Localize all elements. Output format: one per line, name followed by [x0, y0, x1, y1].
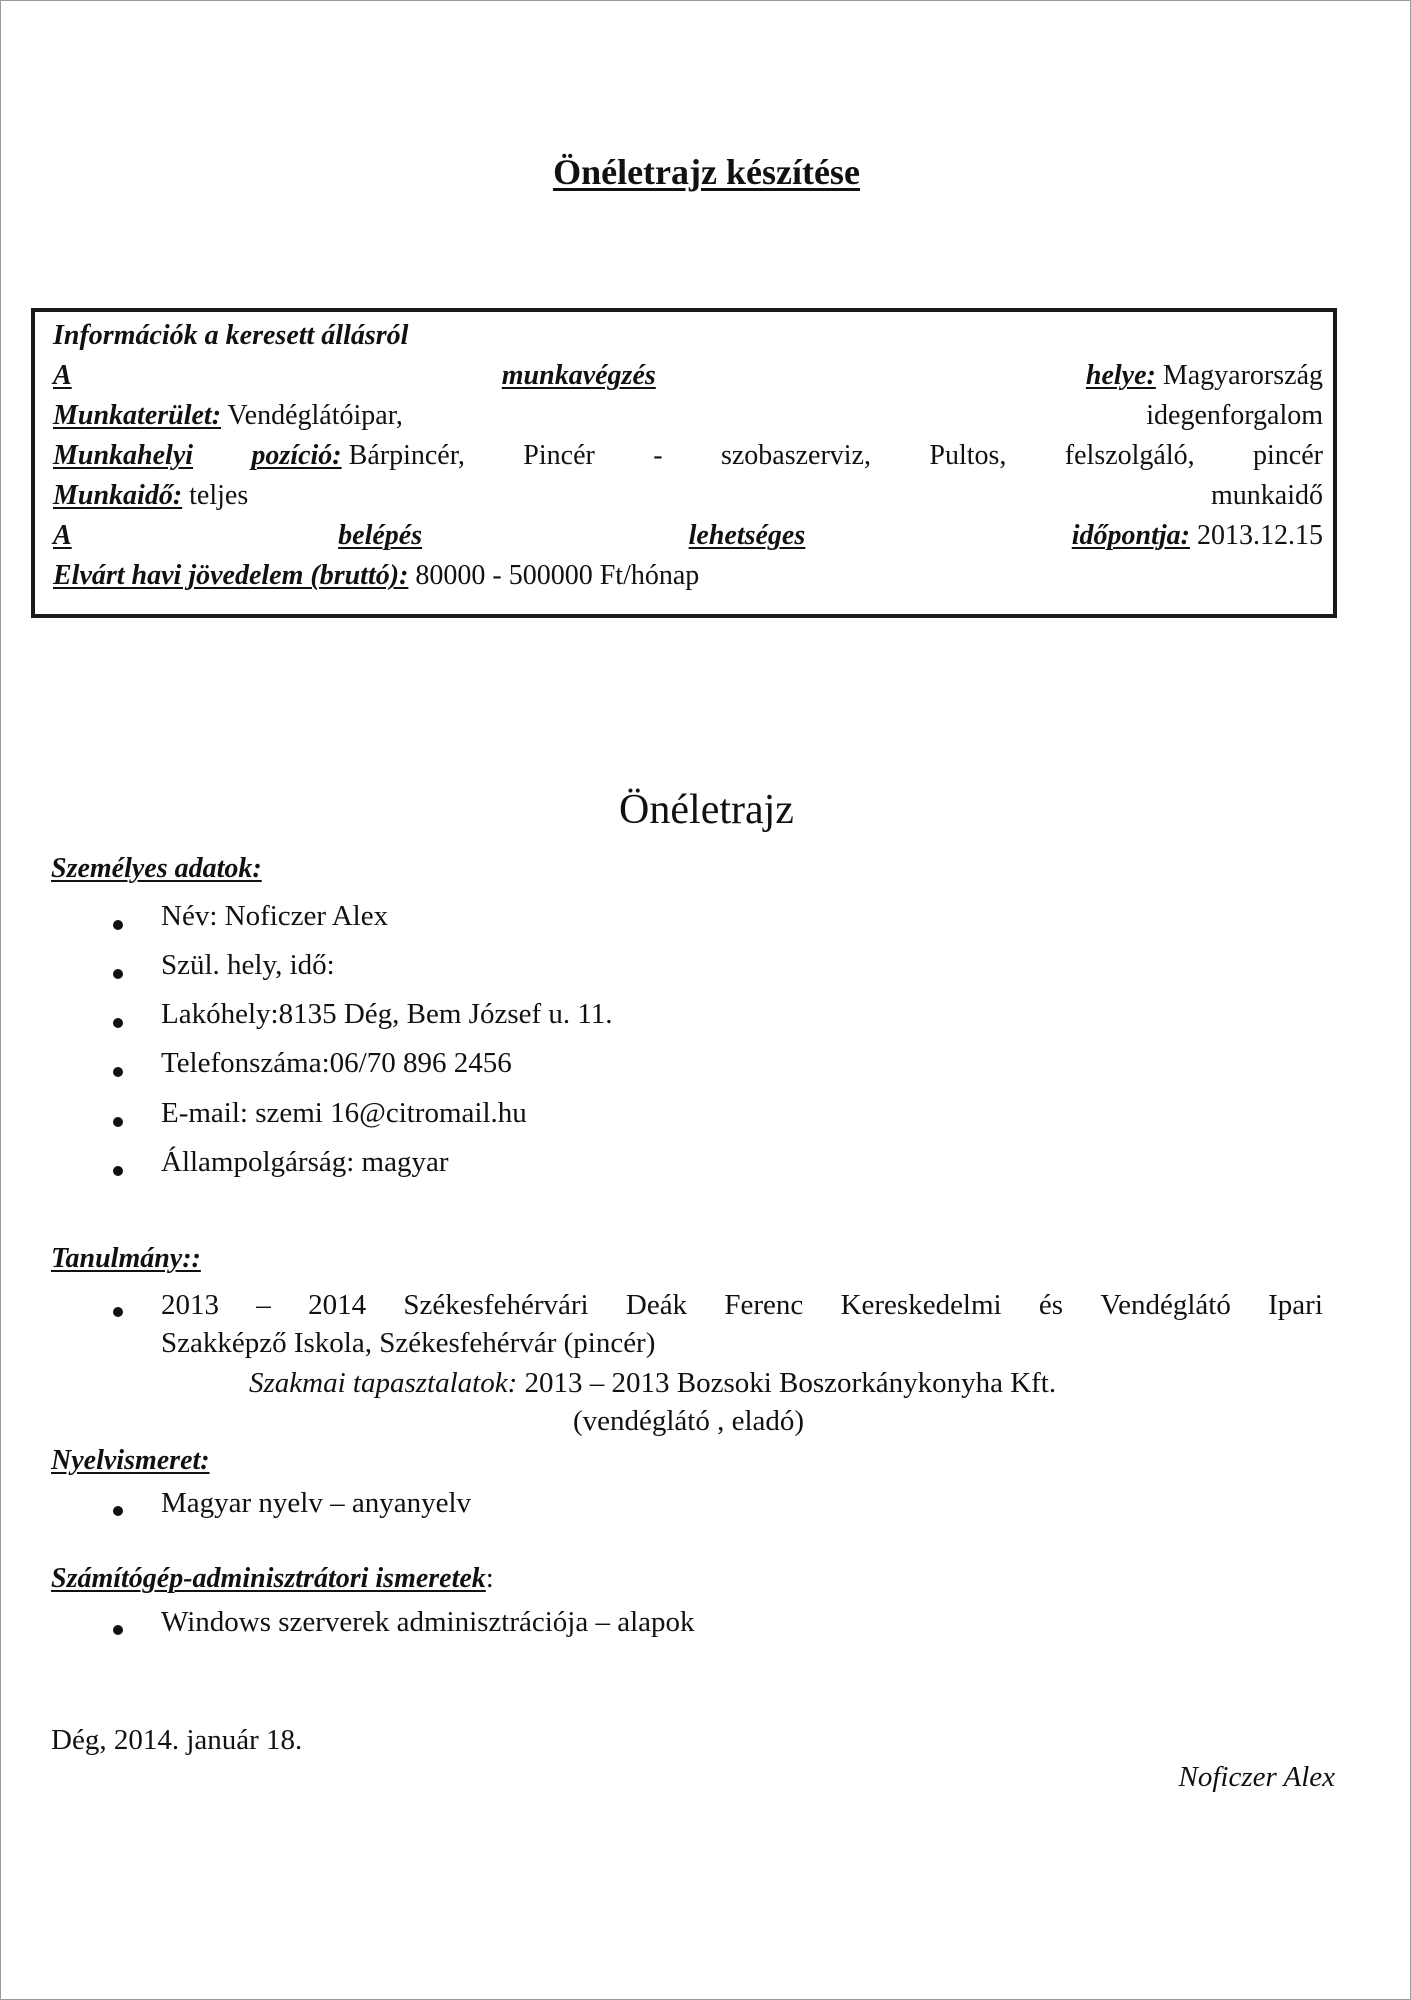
education-word: 2014: [308, 1289, 367, 1321]
job-value: pincér: [1253, 440, 1323, 471]
job-value: munkaidő: [1211, 480, 1323, 511]
place-date: Dég, 2014. január 18.: [51, 1724, 303, 1756]
bullet-icon: [113, 1166, 123, 1176]
experience-line: [249, 1367, 1056, 1400]
education-heading: Tanulmány::: [51, 1243, 201, 1274]
computer-heading-suffix: :: [485, 1563, 494, 1594]
personal-item-phone: Telefonszáma:06/70 896 2456: [161, 1047, 512, 1079]
computer-heading: Számítógép-adminisztrátori ismeretek: [51, 1563, 486, 1594]
job-value: idegenforgalom: [1146, 400, 1323, 431]
education-item-line1: [161, 1289, 1323, 1322]
bullet-icon: [113, 969, 123, 979]
bullet-icon: [113, 1307, 123, 1317]
education-word: Vendéglátó: [1100, 1289, 1231, 1321]
education-word: és: [1038, 1289, 1064, 1321]
job-label: időpontja:: [1071, 520, 1190, 551]
job-value: 2013.12.15: [1196, 520, 1323, 551]
job-label: Elvárt havi jövedelem (bruttó):: [53, 560, 409, 591]
job-row-salary: [53, 560, 1323, 600]
job-row-hours: [53, 480, 1323, 520]
job-row-position: [53, 440, 1323, 480]
job-label: A: [53, 520, 72, 551]
bullet-icon: [113, 1625, 123, 1635]
computer-item: Windows szerverek adminisztrációja – alapok: [161, 1606, 695, 1638]
job-label: Munkaterület:: [53, 400, 222, 431]
job-value: Vendéglátóipar,: [227, 400, 403, 431]
experience-label: Szakmai tapasztalatok:: [249, 1367, 518, 1399]
experience-note: (vendéglátó , eladó): [572, 1405, 805, 1437]
job-label: helye:: [1085, 360, 1156, 391]
job-value: Pincér: [523, 440, 595, 471]
document-title: [1, 151, 1411, 193]
education-word: Ferenc: [724, 1289, 804, 1321]
personal-item-name: Név: Noficzer Alex: [161, 900, 389, 932]
job-value: 80000 - 500000 Ft/hónap: [415, 560, 700, 591]
job-info-heading-row: [53, 320, 1323, 360]
bullet-icon: [113, 1117, 123, 1127]
bullet-icon: [113, 1018, 123, 1028]
job-label: lehetséges: [688, 520, 806, 551]
job-value: Bárpincér,: [348, 440, 465, 471]
personal-item-citizenship: Állampolgárság: magyar: [161, 1146, 449, 1178]
language-item: Magyar nyelv – anyanyelv: [161, 1487, 472, 1519]
personal-heading: Személyes adatok:: [51, 853, 262, 884]
job-label: Munkaidő:: [53, 480, 183, 511]
personal-item-address: Lakóhely:8135 Dég, Bem József u. 11.: [161, 998, 613, 1030]
education-word: Ipari: [1268, 1289, 1323, 1321]
education-word: Székesfehérvári: [403, 1289, 589, 1321]
job-value: felszolgáló,: [1064, 440, 1195, 471]
bullet-icon: [113, 920, 123, 930]
personal-item-birth: Szül. hely, idő:: [161, 949, 335, 981]
languages-heading: Nyelvismeret:: [51, 1445, 210, 1476]
education-item-line2: Szakképző Iskola, Székesfehérvár (pincér): [161, 1327, 656, 1359]
job-info-box: [31, 308, 1337, 618]
job-label: munkavégzés: [501, 360, 656, 391]
personal-item-email: E-mail: szemi 16@citromail.hu: [161, 1097, 527, 1129]
job-label: A: [53, 360, 72, 391]
job-info-heading: Információk a keresett állásról: [53, 320, 409, 351]
document-title-text: Önéletrajz készítése: [553, 152, 860, 192]
job-value: teljes: [189, 480, 249, 511]
experience-value: 2013 – 2013 Bozsoki Boszorkánykonyha Kft.: [524, 1367, 1057, 1399]
job-label: belépés: [338, 520, 423, 551]
job-label: pozíció:: [251, 440, 342, 471]
bullet-icon: [113, 1506, 123, 1516]
job-label: Munkahelyi: [53, 440, 194, 471]
job-row-location: [53, 360, 1323, 400]
job-value: szobaszerviz,: [720, 440, 871, 471]
job-row-start-date: [53, 520, 1323, 560]
job-value: Magyarország: [1162, 360, 1323, 391]
job-row-field: [53, 400, 1323, 440]
cv-title: Önéletrajz: [619, 787, 794, 833]
education-word: Kereskedelmi: [840, 1289, 1002, 1321]
education-word: Deák: [625, 1289, 688, 1321]
job-value: -: [653, 440, 663, 471]
signature: Noficzer Alex: [1178, 1761, 1335, 1793]
bullet-icon: [113, 1067, 123, 1077]
education-word: –: [256, 1289, 271, 1321]
education-word: 2013: [161, 1289, 219, 1321]
job-value: Pultos,: [929, 440, 1007, 471]
computer-heading-row: [51, 1563, 494, 1595]
